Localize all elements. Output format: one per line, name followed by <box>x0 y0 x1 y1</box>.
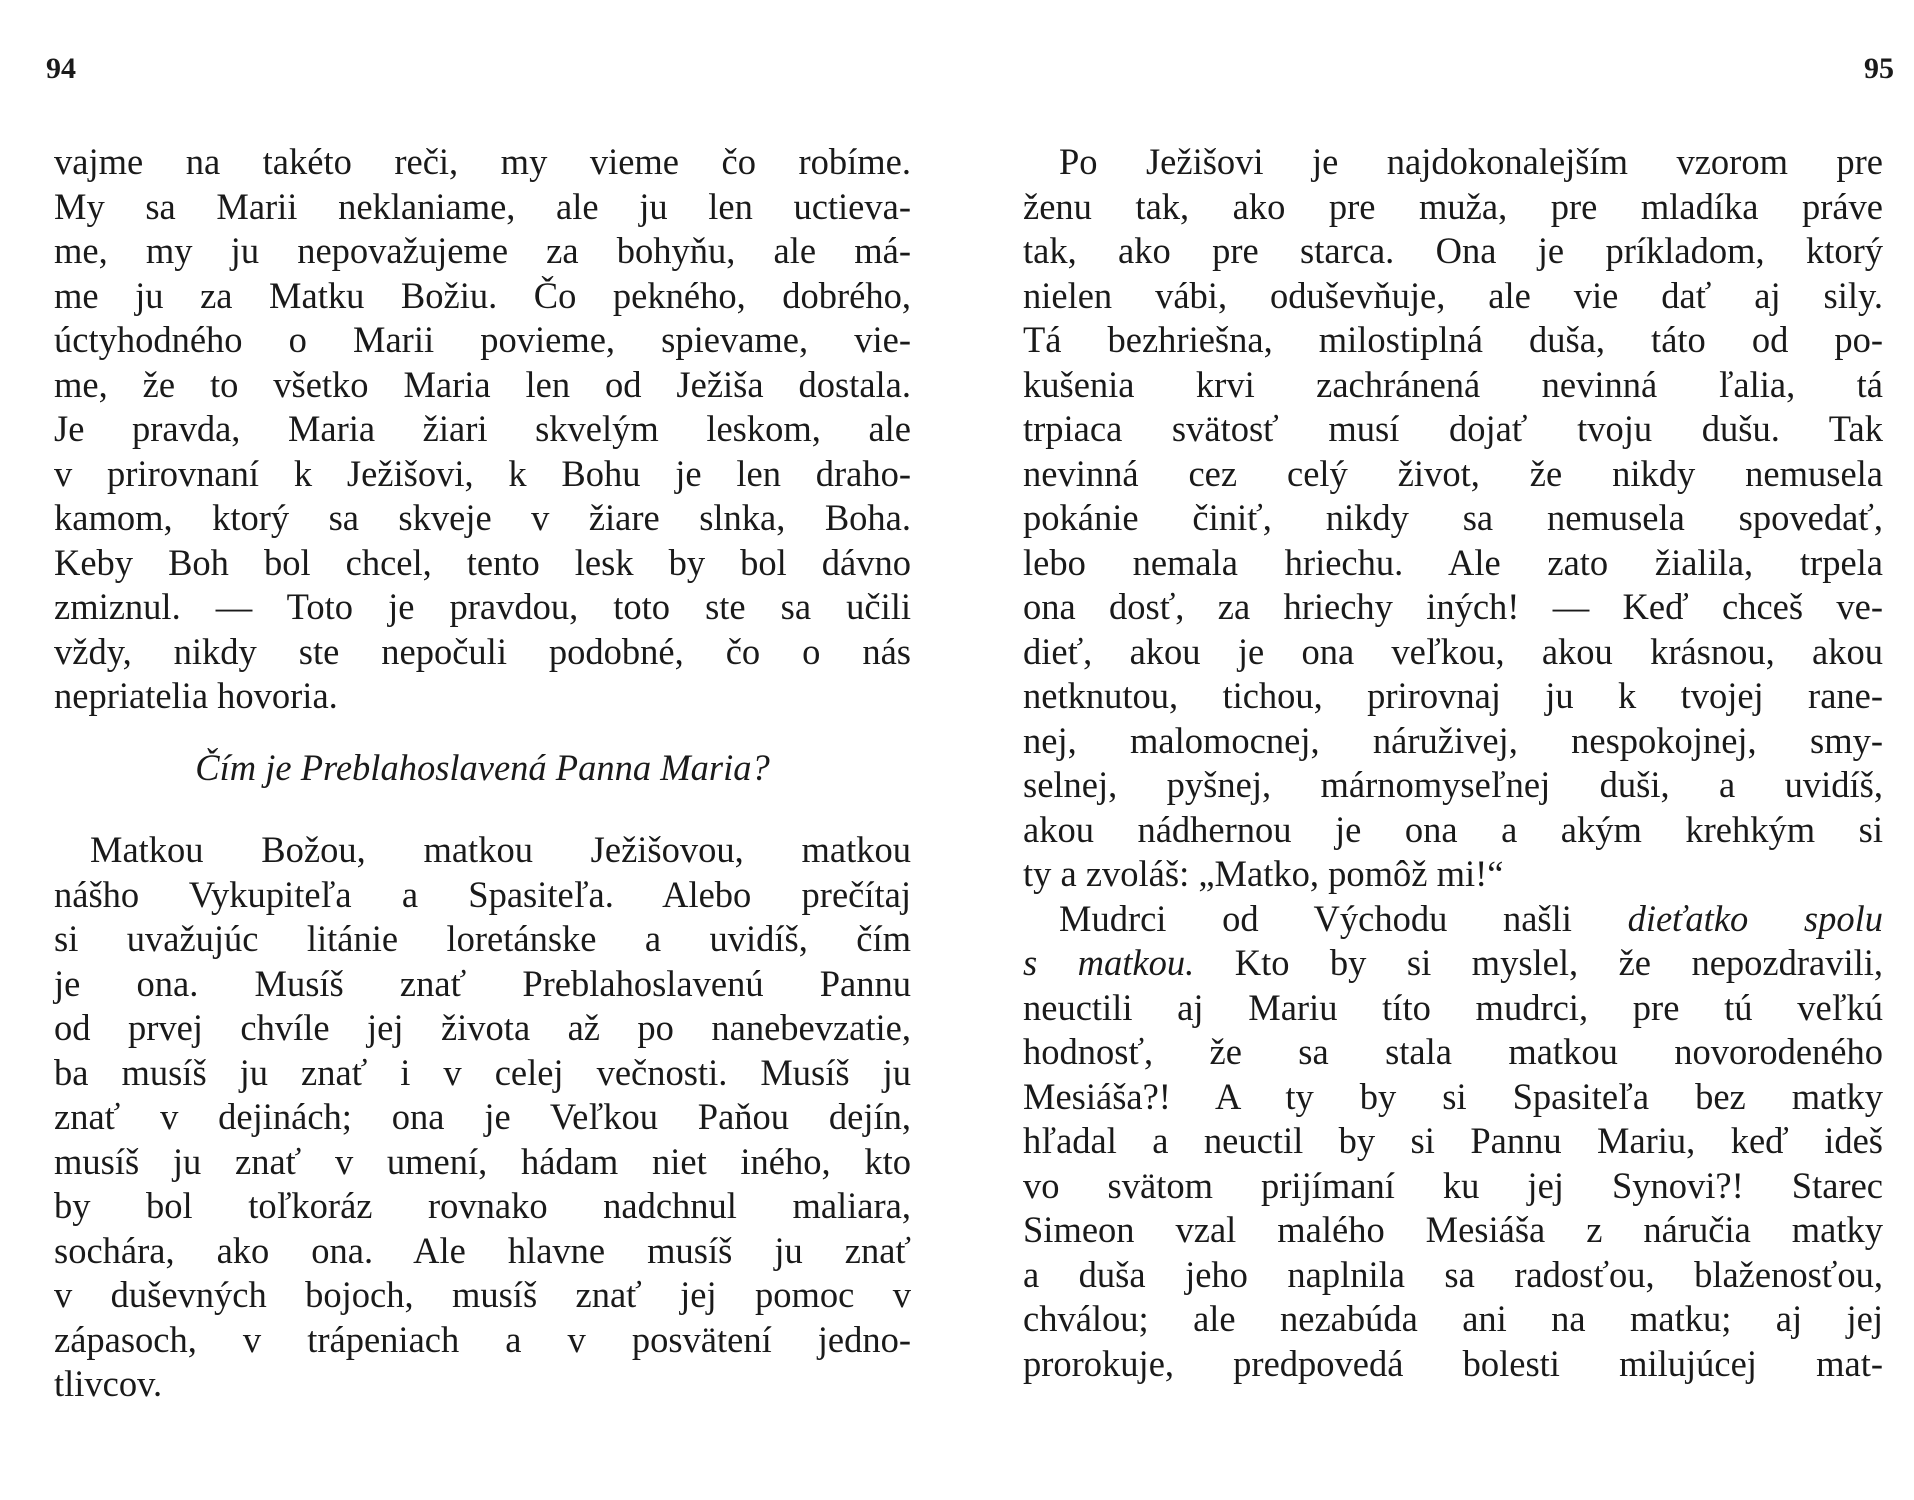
text-line: kamom, ktorý sa skveje v žiare slnka, Boha. <box>54 497 911 538</box>
text-line: nášho Vykupiteľa a Spasiteľa. Alebo prečítaj <box>54 873 911 915</box>
text-line: Po Ježišovi je najdokonalejším vzorom pre <box>1059 141 1883 182</box>
text-line: sochára, ako ona. Ale hlavne musíš ju znať <box>54 1229 911 1271</box>
text-line: ženu tak, ako pre muža, pre mladíka práve <box>1023 185 1883 227</box>
text-run: Kto by si myslel, že nepozdravili, <box>1194 942 1883 983</box>
text-line: dieť, akou je ona veľkou, akou krásnou, akou <box>1023 630 1883 672</box>
text-line: My sa Marii neklaniame, ale ju len uctieva- <box>54 185 911 227</box>
text-line: vo svätom prijímaní ku jej Synovi?! Starec <box>1023 1164 1883 1206</box>
text-line: nej, malomocnej, náruživej, nespokojnej, smy- <box>1023 719 1883 761</box>
text-line: Matkou Božou, matkou Ježišovou, matkou <box>90 829 911 870</box>
left-paragraph-2 <box>54 828 911 1407</box>
text-run: Mudrci od Východu našli <box>1059 897 1628 939</box>
text-line: vždy, nikdy ste nepočuli podobné, čo o nás <box>54 630 911 672</box>
text-line: akou nádhernou je ona a akým krehkým si <box>1023 808 1883 850</box>
text-line: úctyhodného o Marii povieme, spievame, vie- <box>54 319 911 360</box>
text-line: Tá bezhriešna, milostiplná duša, táto od po- <box>1023 319 1883 360</box>
text-line: je ona. Musíš znať Preblahoslavenú Pannu <box>54 962 911 1004</box>
text-line: Simeon vzal malého Mesiáša z náručia matky <box>1023 1209 1883 1250</box>
text-line: zmiznul. — Toto je pravdou, toto ste sa učili <box>54 586 911 627</box>
text-line: vajme na takéto reči, my vieme čo robíme. <box>54 141 911 182</box>
text-line: selnej, pyšnej, márnomyseľnej duši, a uvidíš, <box>1023 764 1883 805</box>
text-line: tak, ako pre starca. Ona je príkladom, ktorý <box>1023 230 1883 271</box>
text-line: kušenia krvi zachránená nevinná ľalia, tá <box>1023 363 1883 405</box>
text-line: trpiaca svätosť musí dojať tvoju dušu. Tak <box>1023 408 1883 449</box>
text-line <box>1023 897 1883 942</box>
italic-phrase: s matkou. <box>1023 942 1195 983</box>
text-line: ba musíš ju znať i v celej večnosti. Musíš ju <box>54 1051 911 1093</box>
section-heading: Čím je Preblahoslavená Panna Maria? <box>195 747 770 788</box>
text-line: pokánie činiť, nikdy sa nemusela spovedať, <box>1023 497 1883 538</box>
text-line: si uvažujúc litánie loretánske a uvidíš, čím <box>54 918 911 959</box>
text-line: musíš ju znať v umení, hádam niet iného, kto <box>54 1140 911 1182</box>
text-line: nielen vábi, oduševňuje, ale vie dať aj sily. <box>1023 274 1883 316</box>
text-line: Je pravda, Maria žiari skvelým leskom, ale <box>54 408 911 449</box>
text-line: me, my ju nepovažujeme za bohyňu, ale má- <box>54 230 911 271</box>
text-line: v duševných bojoch, musíš znať jej pomoc v <box>54 1274 911 1315</box>
text-line: neuctili aj Mariu títo mudrci, pre tú veľkú <box>1023 986 1883 1028</box>
italic-phrase: dieťatko spolu <box>1627 897 1883 939</box>
text-line: znať v dejinách; ona je Veľkou Paňou dejín, <box>54 1096 911 1137</box>
page-number-left: 94 <box>46 52 76 85</box>
text-line: a duša jeho naplnila sa radosťou, blaženosťou, <box>1023 1253 1883 1295</box>
text-line: netknutou, tichou, prirovnaj ju k tvojej rane- <box>1023 675 1883 716</box>
text-line: me, že to všetko Maria len od Ježiša dostala. <box>54 363 911 405</box>
text-line: lebo nemala hriechu. Ale zato žialila, trpela <box>1023 541 1883 583</box>
right-text <box>1023 140 1883 1386</box>
text-line: nepriatelia hovoria. <box>54 675 338 716</box>
text-line <box>1023 941 1883 986</box>
page-number-right: 95 <box>1864 52 1894 85</box>
text-line: prorokuje, predpovedá bolesti milujúcej mat- <box>1023 1342 1883 1384</box>
text-line: hľadal a neuctil by si Pannu Mariu, keď ideš <box>1023 1120 1883 1161</box>
text-line: by bol toľkoráz rovnako nadchnul maliara, <box>54 1185 911 1226</box>
text-line: od prvej chvíle jej života až po nanebevzatie, <box>54 1007 911 1048</box>
text-line: ona dosť, za hriechy iných! — Keď chceš ve- <box>1023 586 1883 627</box>
text-line: zápasoch, v trápeniach a v posvätení jedno- <box>54 1318 911 1360</box>
text-line: tlivcov. <box>54 1363 163 1404</box>
text-line: v prirovnaní k Ježišovi, k Bohu je len draho- <box>54 452 911 494</box>
text-line: me ju za Matku Božiu. Čo pekného, dobrého, <box>54 274 911 316</box>
left-paragraph-1 <box>54 140 911 719</box>
text-line: hodnosť, že sa stala matkou novorodeného <box>1023 1031 1883 1072</box>
text-line: chválou; ale nezabúda ani na matku; aj jej <box>1023 1298 1883 1339</box>
text-line: Mesiáša?! A ty by si Spasiteľa bez matky <box>1023 1075 1883 1117</box>
text-line: nevinná cez celý život, že nikdy nemusela <box>1023 452 1883 494</box>
text-line: Keby Boh bol chcel, tento lesk by bol dávno <box>54 541 911 583</box>
text-line: ty a zvoláš: „Matko, pomôž mi!“ <box>1023 853 1504 894</box>
right-page <box>957 0 1914 1500</box>
